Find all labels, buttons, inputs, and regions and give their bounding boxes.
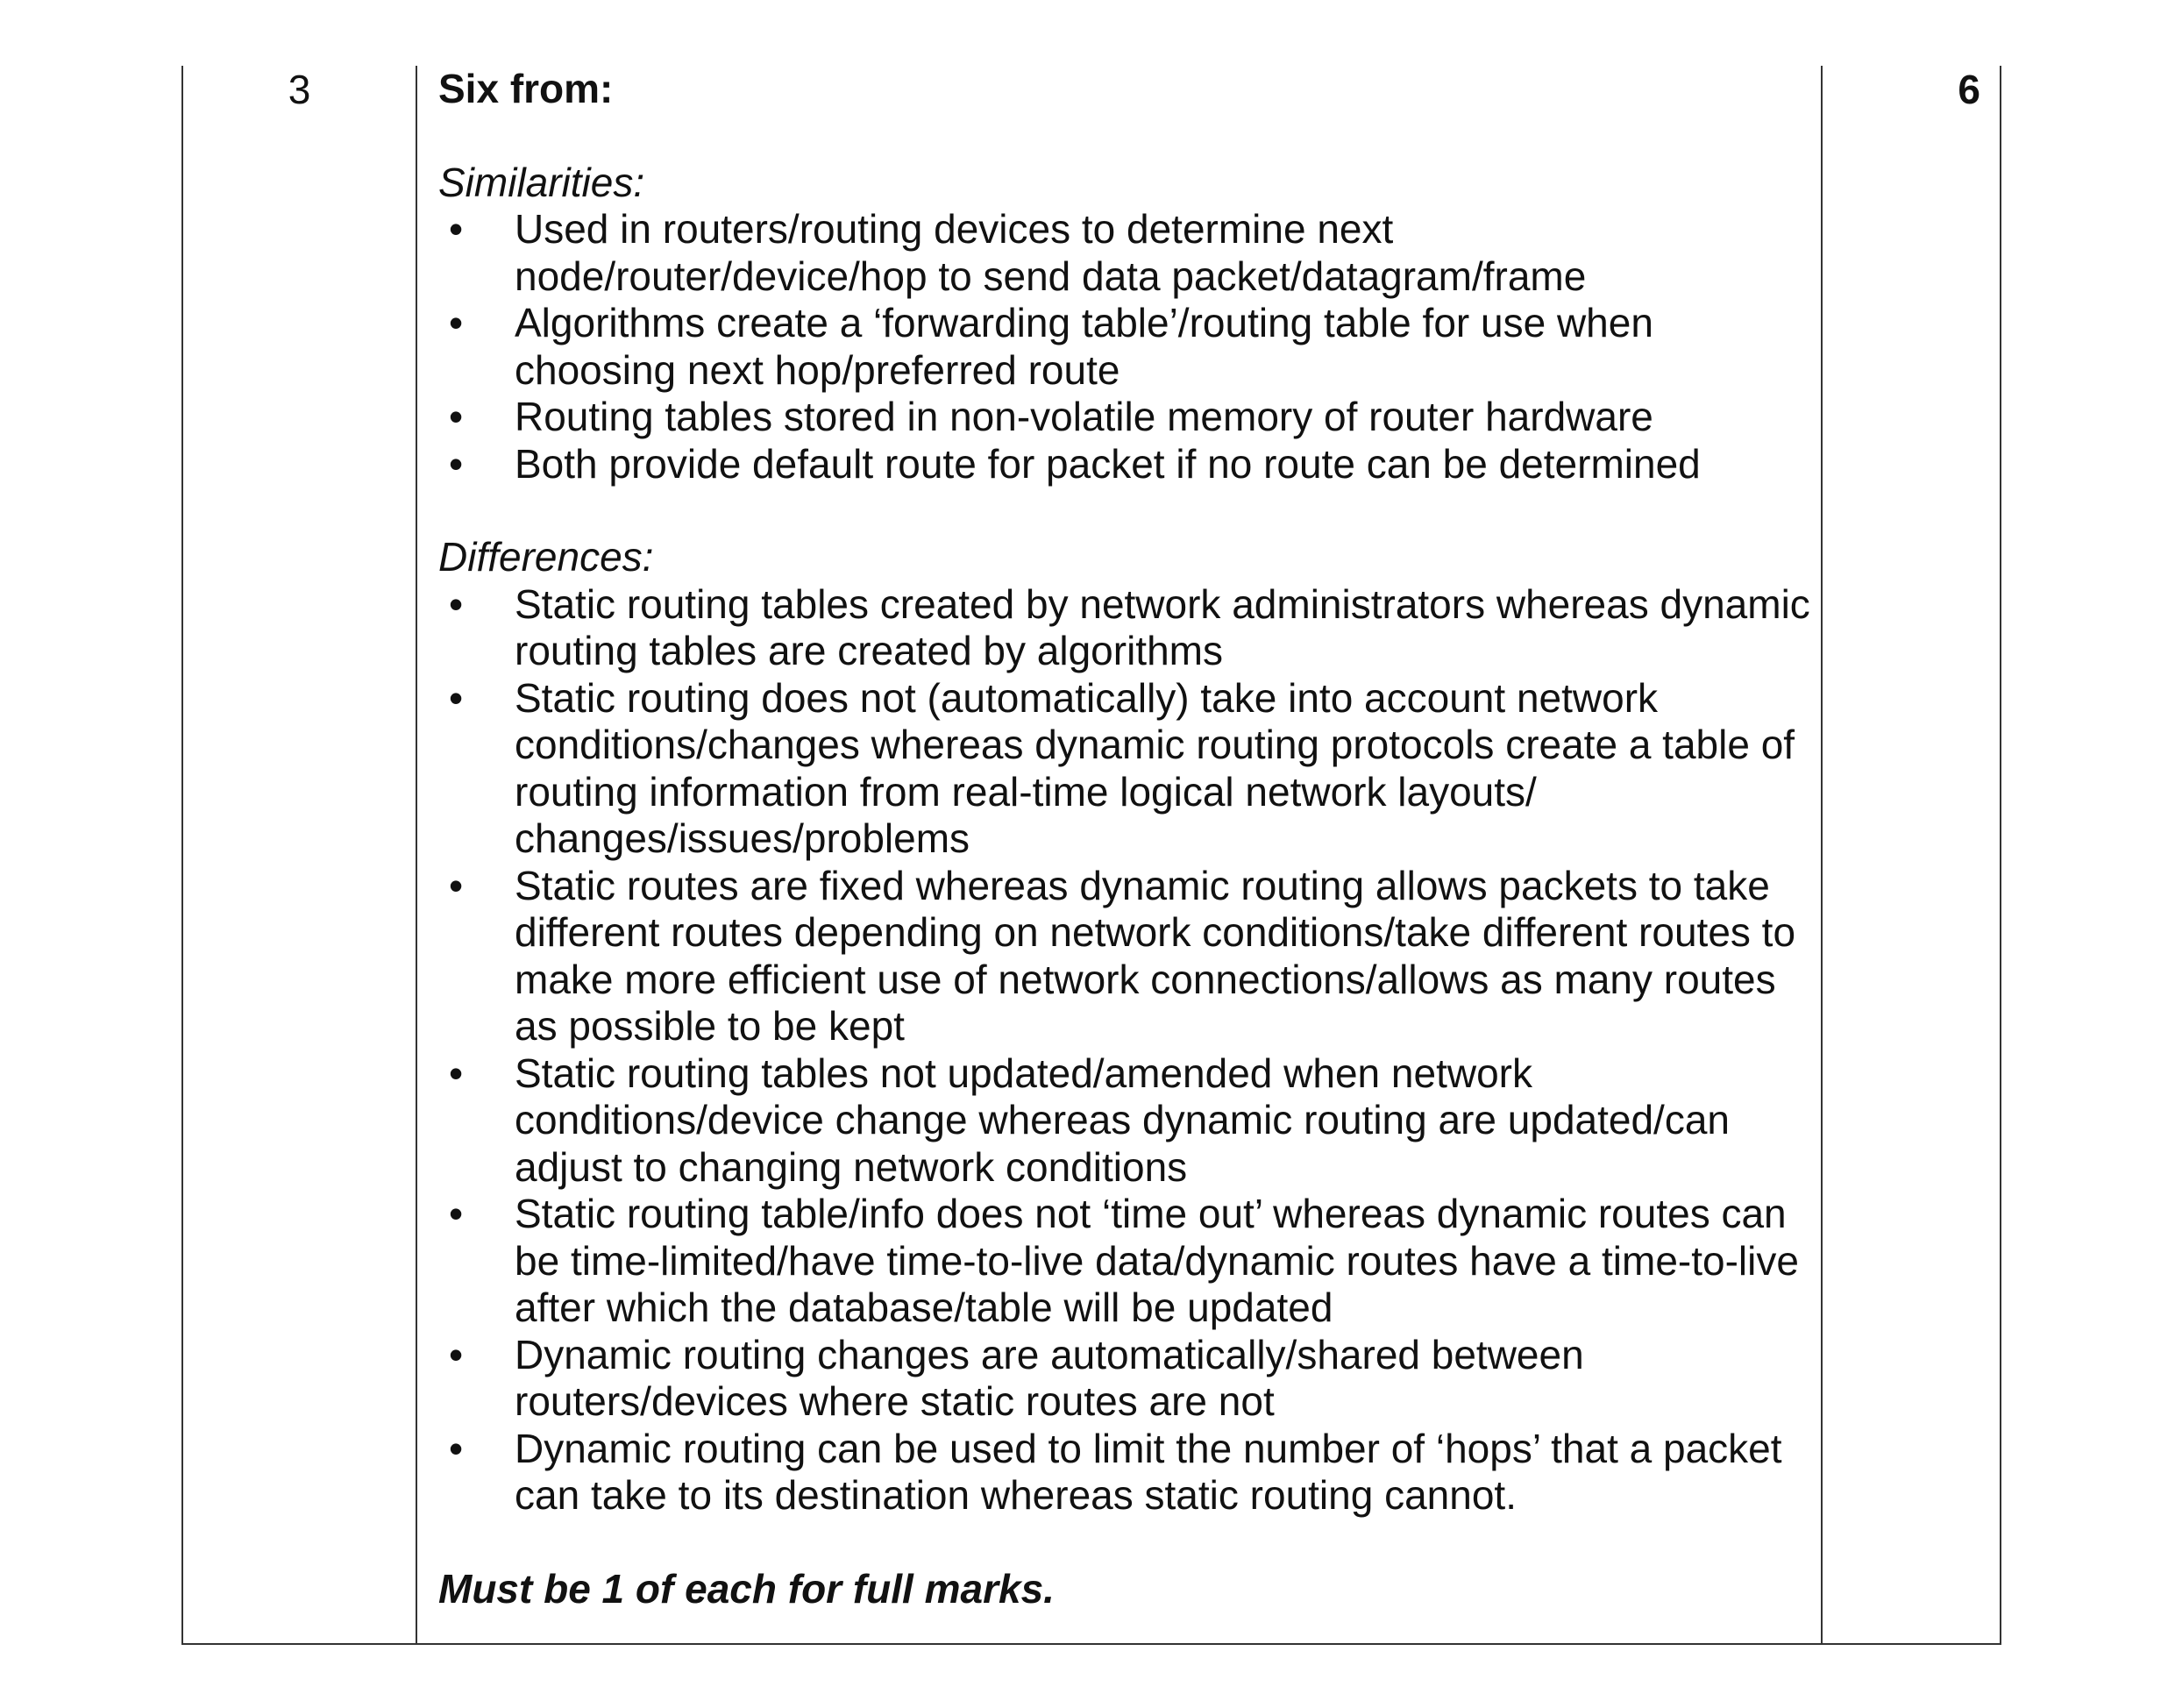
point-text: Both provide default route for packet if no route can be determined (515, 440, 1701, 487)
bullet-icon: • (448, 1425, 464, 1471)
bullet-icon: • (448, 580, 464, 627)
bullet-icon: • (448, 1191, 464, 1236)
bullet-icon: • (448, 440, 464, 487)
list-item (438, 206, 1815, 300)
marks-value: 6 (1958, 67, 1980, 112)
point-text: Static routing tables created by network administrators whereas dynamic routing tables are created by algorithms (515, 580, 1810, 673)
point-text: Static routing does not (automatically) take into account network conditions/changes whereas dynamic routing protocols create a table of routing information from real-time logical network layouts/ changes/issues/problems (515, 674, 1795, 861)
list-item (438, 675, 1815, 863)
list-item (438, 1050, 1815, 1192)
point-text: Static routing table/info does not ‘time out’ whereas dynamic routes can be time-limited/have time-to-live data/dynamic routes have a time-to-live after which the database/table will be updated (515, 1191, 1799, 1330)
similarities-list (438, 206, 1815, 487)
list-item (438, 1426, 1815, 1519)
bullet-icon: • (448, 394, 464, 439)
bullet-icon: • (448, 674, 464, 721)
list-item (438, 863, 1815, 1050)
point-text: Static routing tables not updated/amended when network conditions/device change whereas dynamic routing are updated/can adjust to changing network conditions (515, 1050, 1730, 1190)
bullet-icon: • (448, 300, 464, 345)
final-note: Must be 1 of each for full marks. (438, 1565, 1055, 1612)
column-divider (416, 66, 417, 1643)
bullet-icon: • (448, 1050, 464, 1096)
answer-cell (438, 66, 1815, 1612)
list-item (438, 300, 1815, 394)
differences-list (438, 581, 1815, 1519)
spacer (438, 1519, 1815, 1566)
differences-title: Differences: (438, 534, 654, 580)
spacer (438, 487, 1815, 534)
point-text: Dynamic routing can be used to limit the number of ‘hops’ that a packet can take to its destination whereas static routing cannot. (515, 1425, 1782, 1518)
point-text: Dynamic routing changes are automatically/shared between routers/devices where static routes are not (515, 1331, 1584, 1424)
bullet-icon: • (448, 1331, 464, 1377)
list-item (438, 1191, 1815, 1332)
answer-heading: Six from: (438, 66, 614, 111)
bullet-icon: • (448, 862, 464, 908)
point-text: Routing tables stored in non-volatile memory of router hardware (515, 394, 1653, 439)
mark-scheme-table (181, 66, 2001, 1645)
list-item (438, 441, 1815, 488)
column-divider (1821, 66, 1823, 1643)
list-item (438, 394, 1815, 441)
point-text: Algorithms create a ‘forwarding table’/routing table for use when choosing next hop/preferred route (515, 300, 1653, 393)
point-text: Static routes are fixed whereas dynamic routing allows packets to take different routes depending on network conditions/take different routes to make more efficient use of network connections/allows as many routes as possible to be kept (515, 862, 1796, 1049)
bullet-icon: • (448, 206, 464, 252)
similarities-title: Similarities: (438, 159, 645, 205)
list-item (438, 1332, 1815, 1426)
list-item (438, 581, 1815, 675)
question-number: 3 (288, 67, 311, 112)
point-text: Used in routers/routing devices to determine next node/router/device/hop to send data packet/datagram/frame (515, 206, 1587, 299)
